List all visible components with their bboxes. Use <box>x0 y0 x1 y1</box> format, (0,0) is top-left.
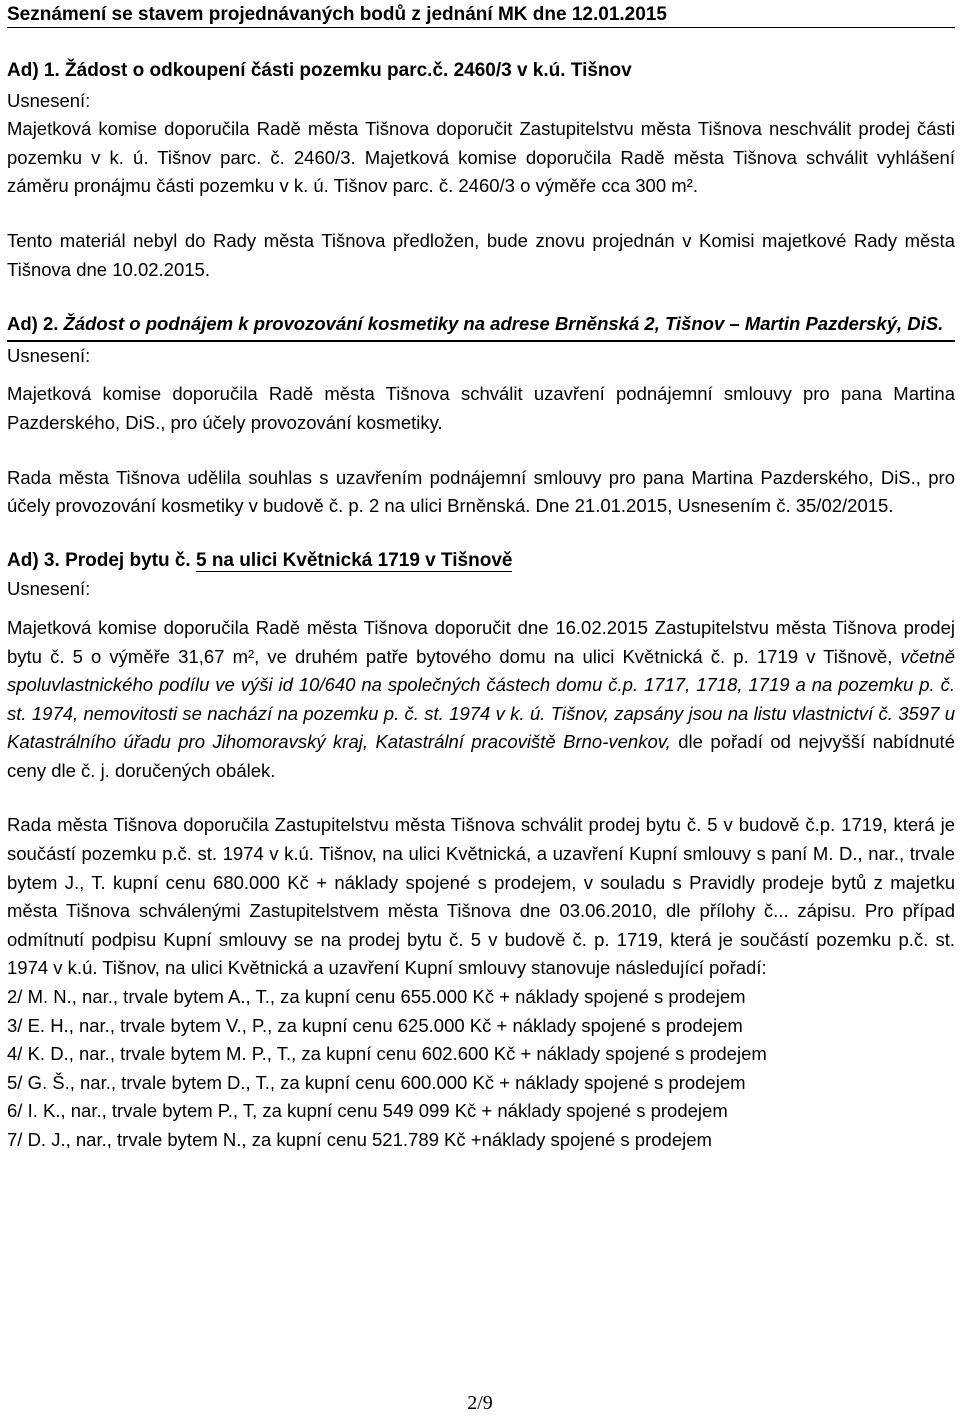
section-3-paragraph-1-c: dle pořadí od nejvyšší nabídnuté ceny dle č. j. doručených obálek. <box>7 731 955 781</box>
section-3-title-b: 5 na ulici Květnická 1719 v Tišnově <box>195 549 513 571</box>
section-1-paragraph-2: Tento materiál nebyl do Rady města Tišnova předložen, bude znovu projednán v Komisi majetkové Rady města Tišnova dne 10.02.2015. <box>7 229 955 280</box>
list-item: 2/ M. N., nar., trvale bytem A., T., za kupní cenu 655.000 Kč + náklady spojené s prodejem <box>7 986 746 1008</box>
section-2-paragraph-2: Rada města Tišnova udělila souhlas s uzavřením podnájemní smlouvy pro pana Martina Pazderského, DiS., pro účely provozování kosmetiky v budově č. p. 2 na ulici Brněnská. Dne 21.01.2015, Usnesením č. 35/02/2015. <box>7 466 955 517</box>
offer-order-list <box>7 983 955 1155</box>
section-3-number: Ad) 3. <box>7 549 60 571</box>
section-2-number: Ad) 2. <box>7 313 59 335</box>
section-3-paragraph-2: Rada města Tišnova doporučila Zastupitelstvu města Tišnova schválit prodej bytu č. 5 v budově č.p. 1719, která je součástí pozemku p.č. st. 1974 v k.ú. Tišnov, na ulici Květnická, a uzavření Kupní smlouvy s paní M. D., nar., trvale bytem J., T. kupní cenu 680.000 Kč + náklady spojené s prodejem, v souladu s Pravidly prodeje bytů z majetku města Tišnova schválenými Zastupitelstvem města Tišnova dne 03.06.2010, dle přílohy č... zápisu. Pro případ odmítnutí podpisu Kupní smlouvy se na prodej bytu č. 5 v budově č. p. 1719, která je součástí pozemku p.č. st. 1974 v k.ú. Tišnov, na ulici Květnická a uzavření Kupní smlouvy stanovuje následující pořadí: <box>7 814 955 979</box>
section-1-heading: Ad) 1. Žádost o odkoupení části pozemku parc.č. 2460/3 v k.ú. Tišnov <box>7 59 632 81</box>
document-page <box>7 0 955 1155</box>
section-1-paragraph-1: Majetková komise doporučila Radě města Tišnova doporučit Zastupitelstvu města Tišnova neschválit prodej části pozemku v k. ú. Tišnov parc. č. 2460/3. Majetková komise doporučila Radě města Tišnova schválit vyhlášení záměru pronájmu části pozemku v k. ú. Tišnov parc. č. 2460/3 o výměře cca 300 m². <box>7 118 955 197</box>
section-1-resolution-label: Usnesení: <box>7 89 91 111</box>
section-2-title: Žádost o podnájem k provozování kosmetiky na adrese Brněnská 2, Tišnov – Martin Pazderský, DiS. <box>63 313 944 335</box>
list-item: 5/ G. Š., nar., trvale bytem D., T., za kupní cenu 600.000 Kč + náklady spojené s prodejem <box>7 1071 746 1093</box>
list-item: 7/ D. J., nar., trvale bytem N., za kupní cenu 521.789 Kč +náklady spojené s prodejem <box>7 1129 712 1150</box>
document-title: Seznámení se stavem projednávaných bodů z jednání MK dne 12.01.2015 <box>7 2 955 28</box>
list-item: 4/ K. D., nar., trvale bytem M. P., T., za kupní cenu 602.600 Kč + náklady spojené s prodejem <box>7 1043 767 1065</box>
section-3-paragraph-1-italic: včetně spoluvlastnického podílu ve výši id 10/640 na společných částech domu č.p. 1717, 1718, 1719 a na pozemku p. č. st. 1974, nemovitosti se nachází na pozemku p. č. st. 1974 v k. ú. Tišnov, zapsány jsou na listu vlastnictví č. 3597 u Katastrálního úřadu pro Jihomoravský kraj, Katastrální pracoviště Brno-venkov, <box>7 645 955 753</box>
list-item: 6/ I. K., nar., trvale bytem P., T, za kupní cenu 549 099 Kč + náklady spojené s prodejem <box>7 1100 728 1122</box>
section-2-paragraph-1: Majetková komise doporučila Radě města Tišnova schválit uzavření podnájemní smlouvy pro pana Martina Pazderského, DiS., pro účely provozování kosmetiky. <box>7 383 955 433</box>
section-3-paragraph-1 <box>7 614 955 786</box>
section-3-title-a: Prodej bytu č. <box>65 549 191 571</box>
section-3-paragraph-1-a: Majetková komise doporučila Radě města Tišnova doporučit dne 16.02.2015 Zastupitelstvu města Tišnova prodej bytu č. 5 o výměře 31,67 m², ve druhém patře bytového domu na ulici Květnická č. p. 1719 v Tišnově, <box>7 616 955 667</box>
page-number: 2/9 <box>467 1392 493 1414</box>
section-3-heading <box>7 547 955 576</box>
section-2-resolution-label: Usnesení: <box>7 344 91 366</box>
section-3-resolution-label: Usnesení: <box>7 578 91 600</box>
list-item: 3/ E. H., nar., trvale bytem V., P., za kupní cenu 625.000 Kč + náklady spojené s prodejem <box>7 1014 743 1036</box>
section-2-heading <box>7 310 955 342</box>
